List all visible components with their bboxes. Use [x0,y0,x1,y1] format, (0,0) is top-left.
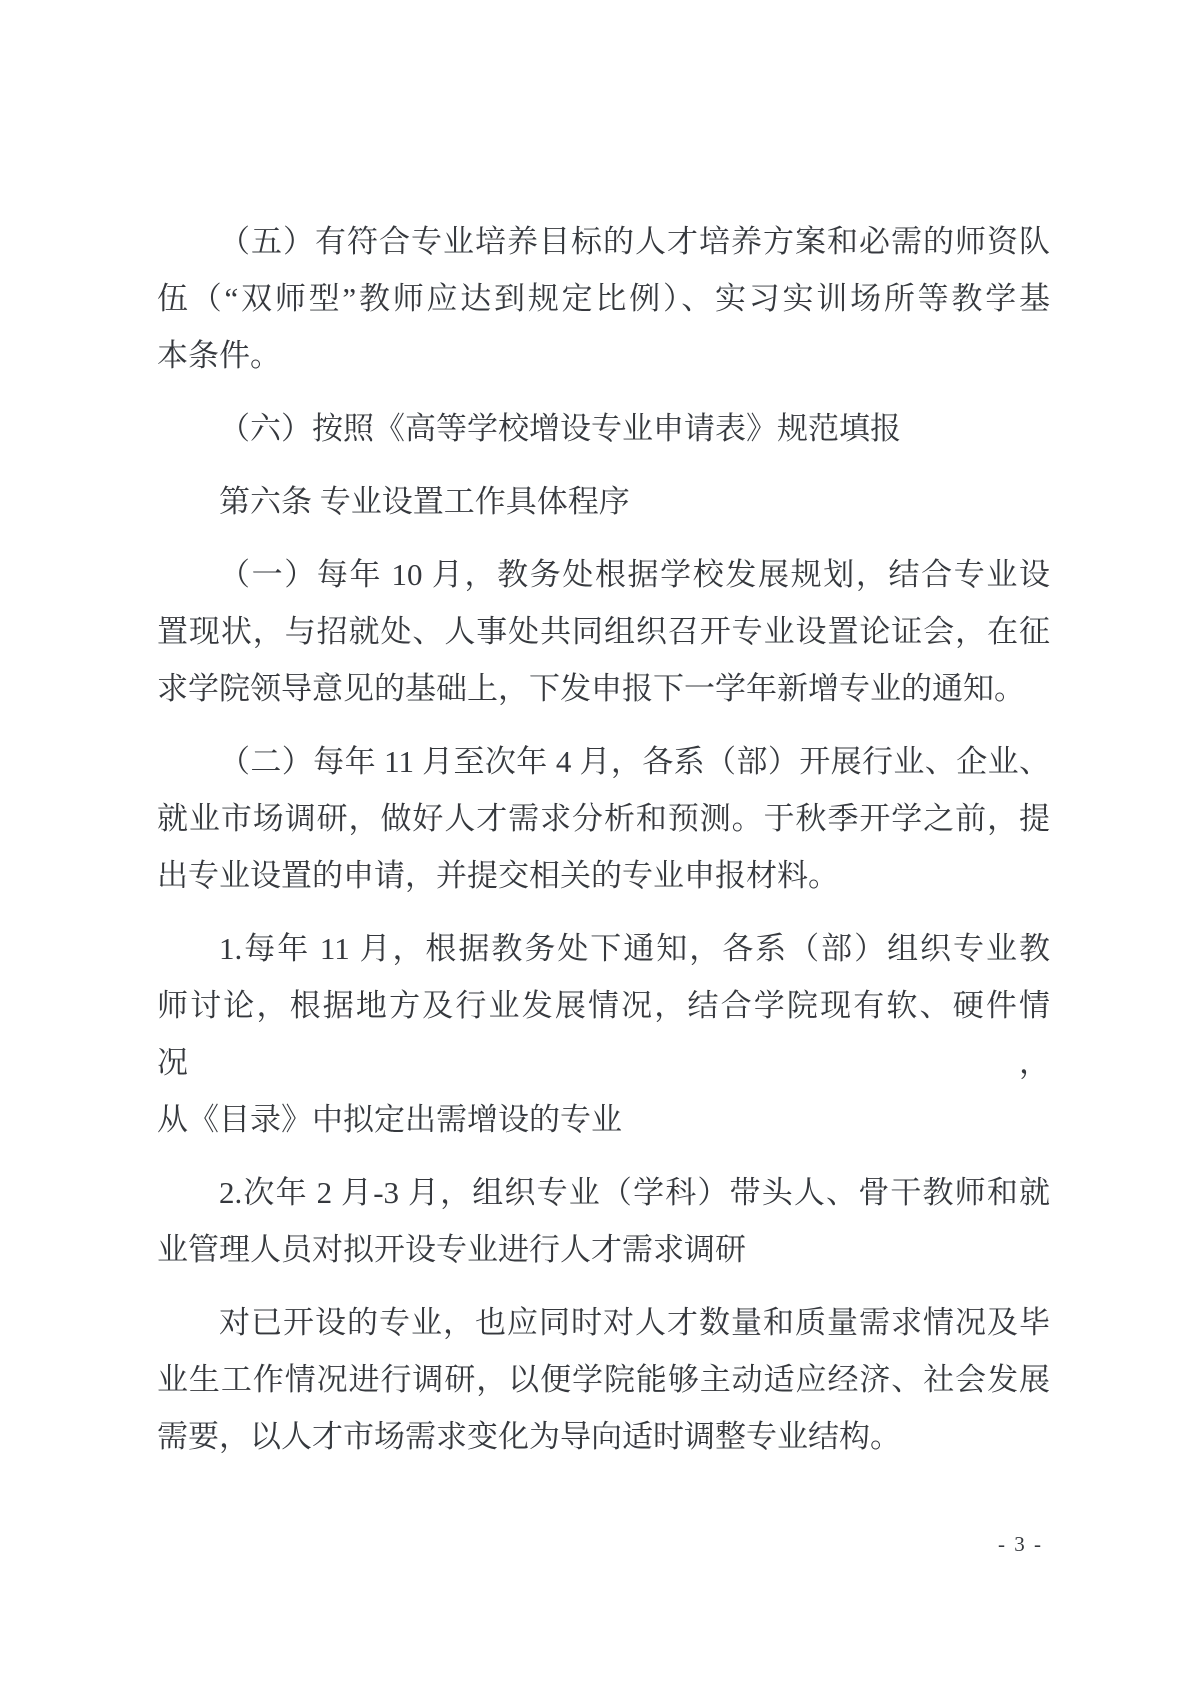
paragraph-item-5 [157,213,1050,384]
paragraph-step-1 [157,920,1050,1148]
text-line: 业生工作情况进行调研，以便学院能够主动适应经济、社会发展 [157,1362,1050,1397]
text-line: 业管理人员对拟开设专业进行人才需求调研 [157,1232,746,1267]
text-line: 对已开设的专业，也应同时对人才数量和质量需求情况及毕 [219,1305,1050,1340]
paragraph-step-2 [157,1164,1050,1278]
text-line: 2.次年 2 月-3 月，组织专业（学科）带头人、骨干教师和就 [219,1175,1050,1210]
text-line: 就业市场调研，做好人才需求分析和预测。于秋季开学之前，提 [157,801,1050,836]
paragraph-existing-majors [157,1294,1050,1465]
paragraph-procedure-1 [157,546,1050,717]
text-line: 师讨论，根据地方及行业发展情况，结合学院现有软、硬件情况， [157,988,1050,1080]
text-line: 从《目录》中拟定出需增设的专业 [157,1102,622,1137]
text-line: 伍（“双师型”教师应达到规定比例）、实习实训场所等教学基 [157,281,1050,316]
text-line: （五）有符合专业培养目标的人才培养方案和必需的师资队 [219,224,1050,259]
text-line: （二）每年 11 月至次年 4 月，各系（部）开展行业、企业、 [219,744,1050,779]
text-line: 本条件。 [157,338,281,373]
text-line: 需要，以人才市场需求变化为导向适时调整专业结构。 [157,1419,901,1454]
text-line: 置现状，与招就处、人事处共同组织召开专业设置论证会，在征 [157,614,1050,649]
text-line: 第六条 专业设置工作具体程序 [219,484,630,519]
text-line: （六）按照《高等学校增设专业申请表》规范填报 [219,411,901,446]
paragraph-item-6 [157,400,1050,457]
text-line: （一）每年 10 月，教务处根据学校发展规划，结合专业设 [219,557,1050,592]
paragraph-procedure-2 [157,733,1050,904]
text-line: 1.每年 11 月，根据教务处下通知，各系（部）组织专业教 [219,931,1050,966]
paragraph-article-6-heading [157,473,1050,530]
document-body [157,213,1050,1481]
text-line: 出专业设置的申请，并提交相关的专业申报材料。 [157,858,839,893]
text-line: 求学院领导意见的基础上，下发申报下一学年新增专业的通知。 [157,671,1025,706]
page-number: - 3 - [998,1532,1043,1556]
